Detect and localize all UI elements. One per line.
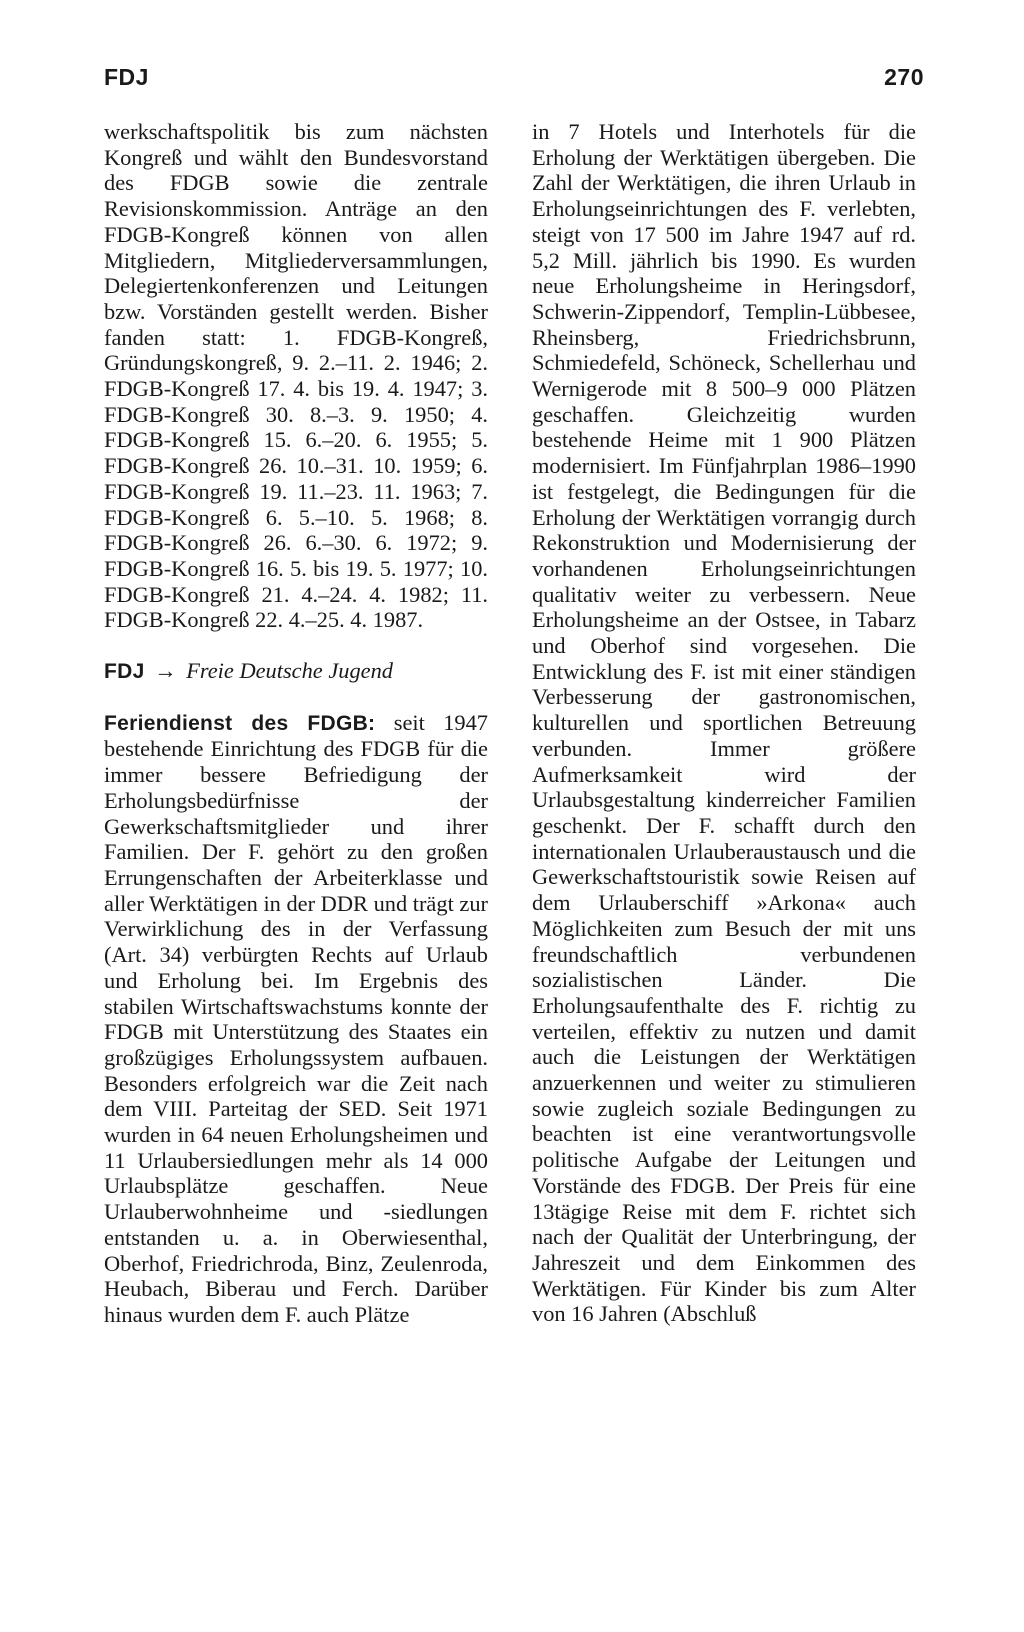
entry-headword: Feriendienst des FDGB: xyxy=(104,711,376,735)
entry-continuation-text: werkschaftspolitik bis zum nächsten Kongreß und wählt den Bundesvorstand des FDGB sowie die zentrale Revisionskommission. Anträge an den FDGB-Kongreß können von allen Mitgliedern, Mitgliederversammlungen, Delegiertenkonferenzen und Leitungen bzw. Vorständen gestellt werden. Bisher fanden statt: 1. FDGB-Kongreß, Gründungskongreß, 9. 2.–11. 2. 1946; 2. FDGB-Kongreß 17. 4. bis 19. 4. 1947; 3. FDGB-Kongreß 30. 8.–3. 9. 1950; 4. FDGB-Kongreß 15. 6.–20. 6. 1955; 5. FDGB-Kongreß 26. 10.–31. 10. 1959; 6. FDGB-Kongreß 19. 11.–23. 11. 1963; 7. FDGB-Kongreß 6. 5.–10. 5. 1968; 8. FDGB-Kongreß 26. 6.–30. 6. 1972; 9. FDGB-Kongreß 16. 5. bis 19. 5. 1977; 10. FDGB-Kongreß 21. 4.–24. 4. 1982; 11. FDGB-Kongreß 22. 4.–25. 4. 1987. xyxy=(104,119,488,633)
crossref-entry xyxy=(104,658,488,685)
entry-feriendienst xyxy=(104,710,488,1328)
page-number: 270 xyxy=(884,64,924,90)
left-column xyxy=(104,119,488,1328)
running-head-headword: FDJ xyxy=(104,64,149,90)
entry-text-start: seit 1947 bestehende Einrichtung des FDGB für die immer bessere Befriedigung der Erholungsbedürfnisse der Gewerkschaftsmitglieder und ihrer Familien. Der F. gehört zu den großen Errungenschaften der Arbeiterklasse und aller Werktätigen in der DDR und trägt zur Verwirklichung des in der Verfassung (Art. 34) verbürgten Rechts auf Urlaub und Erholung bei. Im Ergebnis des stabilen Wirtschaftswachstums konnte der FDGB mit Unterstützung des Staates ein großzügiges Erholungssystem aufbauen. Besonders erfolgreich war die Zeit nach dem VIII. Parteitag der SED. Seit 1971 wurden in 64 neuen Erholungsheimen und 11 Urlaubersiedlungen mehr als 14 000 Urlaubsplätze geschaffen. Neue Urlauberwohnheime und -siedlungen entstanden u. a. in Oberwiesenthal, Oberhof, Friedrichroda, Binz, Zeulenroda, Heubach, Biberau und Ferch. Darüber hinaus wurden dem F. auch Plätze xyxy=(104,709,488,1327)
crossref-arrow-icon: → xyxy=(154,658,177,684)
crossref-headword: FDJ xyxy=(104,660,145,684)
entry-text-continued: in 7 Hotels und Interhotels für die Erholung der Werktätigen übergeben. Die Zahl der Werktätigen, die ihren Urlaub in Erholungseinrichtungen des F. verlebten, steigt von 17 500 im Jahre 1947 auf rd. 5,2 Mill. jährlich bis 1990. Es wurden neue Erholungsheime in Heringsdorf, Schwerin-Zippendorf, Templin-Lübbesee, Rheinsberg, Friedrichsbrunn, Schmiedefeld, Schöneck, Schellerhau und Wernigerode mit 8 500–9 000 Plätzen geschaffen. Gleichzeitig wurden bestehende Heime mit 1 900 Plätzen modernisiert. Im Fünfjahrplan 1986–1990 ist festgelegt, die Bedingungen für die Erholung der Werktätigen vorrangig durch Rekonstruktion und Modernisierung der vorhandenen Erholungseinrichtungen qualitativ weiter zu verbessern. Neue Erholungsheime an der Ostsee, in Tabarz und Oberhof sind vorgesehen. Die Entwicklung des F. ist mit einer ständigen Verbesserung der gastronomischen, kulturellen und sportlichen Betreuung verbunden. Immer größere Aufmerksamkeit wird der Urlaubsgestaltung kinderreicher Familien geschenkt. Der F. schafft durch den internationalen Urlauberaustausch und die Gewerkschaftstouristik sowie Reisen auf dem Urlauberschiff »Arkona« auch Möglichkeiten zum Besuch der mit uns freundschaftlich verbundenen sozialistischen Länder. Die Erholungsaufenthalte des F. richtig zu verteilen, effektiv zu nutzen und damit auch die Leistungen der Werktätigen anzuerkennen und weiter zu stimulieren sowie zugleich soziale Bedingungen zu beachten ist eine verantwortungsvolle politische Aufgabe der Leitungen und Vorstände des FDGB. Der Preis für eine 13tägige Reise mit dem F. richtet sich nach der Qualität der Unterbringung, der Jahreszeit und dem Einkommen des Werktätigen. Für Kinder bis zum Alter von 16 Jahren (Abschluß xyxy=(532,119,916,1327)
right-column xyxy=(532,119,916,1327)
crossref-target-link[interactable]: Freie Deutsche Jugend xyxy=(186,658,394,684)
